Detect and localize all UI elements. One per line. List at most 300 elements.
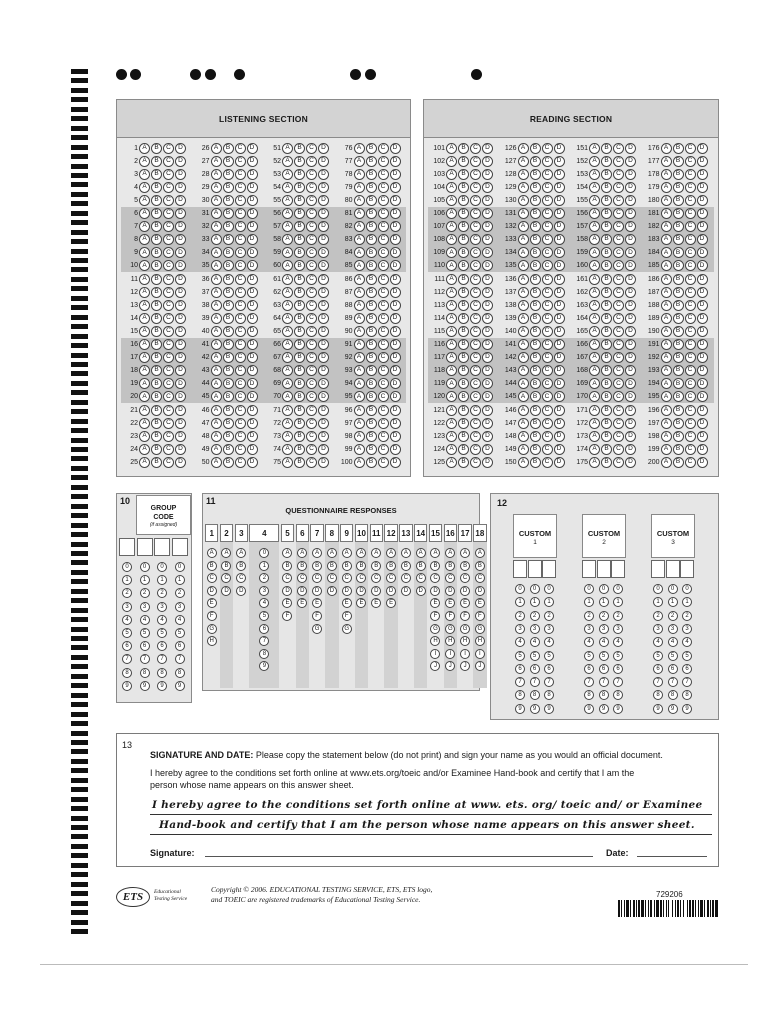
write-in-box[interactable] [513,560,527,578]
answer-bubble[interactable]: B [366,208,377,219]
answer-bubble[interactable]: D [390,391,401,402]
answer-bubble[interactable]: B [223,260,234,271]
answer-bubble[interactable]: D [318,208,329,219]
answer-bubble[interactable]: A [589,182,600,193]
digit-bubble[interactable]: 8 [175,668,185,678]
answer-bubble[interactable]: D [390,234,401,245]
answer-bubble[interactable]: A [661,418,672,429]
answer-bubble[interactable]: A [518,182,529,193]
answer-bubble[interactable]: B [601,405,612,416]
answer-bubble[interactable]: A [446,418,457,429]
answer-bubble[interactable]: B [458,260,469,271]
digit-bubble[interactable]: 2 [122,588,132,598]
answer-bubble[interactable]: B [151,352,162,363]
answer-bubble[interactable]: A [282,339,293,350]
answer-bubble[interactable]: C [542,444,553,455]
answer-bubble[interactable]: A [661,326,672,337]
digit-bubble[interactable]: 6 [544,664,554,674]
answer-bubble[interactable]: A [661,156,672,167]
answer-bubble[interactable]: D [390,247,401,258]
answer-bubble[interactable]: C [235,313,246,324]
answer-bubble[interactable]: C [613,208,624,219]
digit-bubble[interactable]: 3 [544,624,554,634]
answer-bubble[interactable]: B [223,431,234,442]
answer-bubble[interactable]: C [306,274,317,285]
answer-bubble[interactable]: D [247,247,258,258]
digit-bubble[interactable]: 0 [668,584,678,594]
answer-bubble[interactable]: C [235,365,246,376]
answer-bubble[interactable]: A [589,365,600,376]
answer-bubble[interactable]: C [235,300,246,311]
response-bubble[interactable]: B [401,561,411,571]
answer-bubble[interactable]: C [613,418,624,429]
answer-bubble[interactable]: A [139,208,150,219]
answer-bubble[interactable]: D [625,182,636,193]
answer-bubble[interactable]: B [294,169,305,180]
answer-bubble[interactable]: D [318,247,329,258]
response-bubble[interactable]: A [282,548,292,558]
answer-bubble[interactable]: A [282,313,293,324]
answer-bubble[interactable]: A [211,405,222,416]
answer-bubble[interactable]: A [354,405,365,416]
answer-bubble[interactable]: A [446,208,457,219]
answer-bubble[interactable]: D [175,287,186,298]
answer-bubble[interactable]: C [378,352,389,363]
answer-bubble[interactable]: C [306,195,317,206]
digit-bubble[interactable]: 1 [175,575,185,585]
answer-bubble[interactable]: C [613,260,624,271]
answer-bubble[interactable]: C [470,431,481,442]
answer-bubble[interactable]: A [139,365,150,376]
answer-bubble[interactable]: C [378,156,389,167]
digit-bubble[interactable]: 6 [530,664,540,674]
answer-bubble[interactable]: D [175,195,186,206]
response-bubble[interactable]: E [356,598,366,608]
answer-bubble[interactable]: A [589,287,600,298]
digit-bubble[interactable]: 5 [175,628,185,638]
answer-bubble[interactable]: D [390,339,401,350]
answer-bubble[interactable]: A [446,156,457,167]
answer-bubble[interactable]: B [673,444,684,455]
answer-bubble[interactable]: B [294,156,305,167]
answer-bubble[interactable]: D [482,221,493,232]
digit-bubble[interactable]: 1 [682,597,692,607]
answer-bubble[interactable]: A [211,365,222,376]
response-bubble[interactable]: A [401,548,411,558]
answer-bubble[interactable]: D [625,391,636,402]
answer-bubble[interactable]: B [294,457,305,468]
response-bubble[interactable]: D [236,586,246,596]
answer-bubble[interactable]: B [530,457,541,468]
answer-bubble[interactable]: C [235,169,246,180]
answer-bubble[interactable]: B [151,221,162,232]
answer-bubble[interactable]: C [306,418,317,429]
response-bubble[interactable]: F [207,611,217,621]
response-bubble[interactable]: D [445,586,455,596]
answer-bubble[interactable]: D [482,431,493,442]
response-bubble[interactable]: B [460,561,470,571]
answer-bubble[interactable]: C [685,431,696,442]
answer-bubble[interactable]: C [685,156,696,167]
answer-bubble[interactable]: A [518,274,529,285]
answer-bubble[interactable]: D [697,247,708,258]
answer-bubble[interactable]: D [697,287,708,298]
answer-bubble[interactable]: D [625,287,636,298]
answer-bubble[interactable]: D [625,208,636,219]
answer-bubble[interactable]: A [211,431,222,442]
answer-bubble[interactable]: B [366,457,377,468]
answer-bubble[interactable]: B [151,287,162,298]
answer-bubble[interactable]: D [175,156,186,167]
digit-bubble[interactable]: 3 [530,624,540,634]
answer-bubble[interactable]: C [306,457,317,468]
digit-bubble[interactable]: 1 [653,597,663,607]
answer-bubble[interactable]: A [211,391,222,402]
answer-bubble[interactable]: A [518,208,529,219]
answer-bubble[interactable]: C [378,260,389,271]
response-bubble[interactable]: H [475,636,485,646]
answer-bubble[interactable]: C [542,326,553,337]
answer-bubble[interactable]: A [446,169,457,180]
answer-bubble[interactable]: B [151,208,162,219]
answer-bubble[interactable]: B [366,444,377,455]
digit-bubble[interactable]: 2 [584,611,594,621]
answer-bubble[interactable]: D [247,326,258,337]
response-bubble[interactable]: D [475,586,485,596]
answer-bubble[interactable]: A [211,143,222,154]
answer-bubble[interactable]: D [625,339,636,350]
answer-bubble[interactable]: A [354,431,365,442]
answer-bubble[interactable]: B [151,274,162,285]
answer-bubble[interactable]: B [673,457,684,468]
answer-bubble[interactable]: C [235,287,246,298]
answer-bubble[interactable]: C [163,391,174,402]
answer-bubble[interactable]: B [673,313,684,324]
answer-bubble[interactable]: B [601,169,612,180]
write-in-box[interactable] [582,560,596,578]
answer-bubble[interactable]: C [235,326,246,337]
answer-bubble[interactable]: A [661,431,672,442]
response-bubble[interactable]: D [327,586,337,596]
digit-bubble[interactable]: 5 [584,651,594,661]
answer-bubble[interactable]: A [661,260,672,271]
answer-bubble[interactable]: B [673,169,684,180]
response-bubble[interactable]: B [416,561,426,571]
answer-bubble[interactable]: D [554,339,565,350]
answer-bubble[interactable]: A [282,326,293,337]
answer-bubble[interactable]: B [601,339,612,350]
answer-bubble[interactable]: D [554,405,565,416]
response-bubble[interactable]: A [430,548,440,558]
answer-bubble[interactable]: B [366,221,377,232]
answer-bubble[interactable]: A [446,143,457,154]
response-bubble[interactable]: B [342,561,352,571]
digit-bubble[interactable]: 9 [599,704,609,714]
answer-bubble[interactable]: C [542,431,553,442]
answer-bubble[interactable]: D [247,313,258,324]
write-in-box[interactable] [651,560,665,578]
answer-bubble[interactable]: B [458,300,469,311]
answer-bubble[interactable]: C [470,326,481,337]
answer-bubble[interactable]: C [163,143,174,154]
answer-bubble[interactable]: B [294,182,305,193]
answer-bubble[interactable]: A [661,208,672,219]
answer-bubble[interactable]: C [235,234,246,245]
digit-bubble[interactable]: 0 [157,562,167,572]
answer-bubble[interactable]: D [554,143,565,154]
answer-bubble[interactable]: B [458,156,469,167]
response-bubble[interactable]: I [430,649,440,659]
answer-bubble[interactable]: A [661,457,672,468]
answer-bubble[interactable]: C [163,208,174,219]
answer-bubble[interactable]: B [601,182,612,193]
answer-bubble[interactable]: A [211,418,222,429]
answer-bubble[interactable]: D [390,313,401,324]
response-bubble[interactable]: A [327,548,337,558]
answer-bubble[interactable]: A [518,234,529,245]
answer-bubble[interactable]: D [625,444,636,455]
answer-bubble[interactable]: D [175,391,186,402]
response-bubble[interactable]: B [327,561,337,571]
response-bubble[interactable]: I [445,649,455,659]
answer-bubble[interactable]: C [613,182,624,193]
answer-bubble[interactable]: D [247,143,258,154]
digit-bubble[interactable]: 8 [668,690,678,700]
answer-bubble[interactable]: B [366,143,377,154]
answer-bubble[interactable]: B [530,365,541,376]
digit-bubble[interactable]: 0 [682,584,692,594]
answer-bubble[interactable]: A [518,300,529,311]
digit-bubble[interactable]: 3 [653,624,663,634]
response-bubble[interactable]: I [460,649,470,659]
answer-bubble[interactable]: D [554,287,565,298]
write-in-box[interactable] [119,538,135,556]
answer-bubble[interactable]: D [625,457,636,468]
answer-bubble[interactable]: C [163,457,174,468]
answer-bubble[interactable]: A [518,313,529,324]
answer-bubble[interactable]: A [282,352,293,363]
answer-bubble[interactable]: C [542,457,553,468]
answer-bubble[interactable]: D [482,208,493,219]
answer-bubble[interactable]: B [294,221,305,232]
answer-bubble[interactable]: D [390,287,401,298]
response-bubble[interactable]: D [342,586,352,596]
answer-bubble[interactable]: A [518,339,529,350]
answer-bubble[interactable]: A [589,143,600,154]
answer-bubble[interactable]: D [625,156,636,167]
answer-bubble[interactable]: D [697,378,708,389]
answer-bubble[interactable]: C [470,234,481,245]
digit-bubble[interactable]: 3 [515,624,525,634]
answer-bubble[interactable]: B [366,195,377,206]
digit-bubble[interactable]: 9 [530,704,540,714]
answer-bubble[interactable]: A [282,208,293,219]
answer-bubble[interactable]: A [211,300,222,311]
answer-bubble[interactable]: B [458,457,469,468]
answer-bubble[interactable]: B [223,339,234,350]
answer-bubble[interactable]: C [542,339,553,350]
answer-bubble[interactable]: B [601,143,612,154]
answer-bubble[interactable]: A [282,274,293,285]
response-bubble[interactable]: C [371,573,381,583]
answer-bubble[interactable]: A [518,326,529,337]
date-line[interactable] [637,856,707,857]
answer-bubble[interactable]: C [163,431,174,442]
answer-bubble[interactable]: A [139,143,150,154]
answer-bubble[interactable]: D [697,143,708,154]
answer-bubble[interactable]: D [175,143,186,154]
response-bubble[interactable]: 5 [259,611,269,621]
answer-bubble[interactable]: C [235,431,246,442]
answer-bubble[interactable]: D [247,365,258,376]
answer-bubble[interactable]: A [446,313,457,324]
answer-bubble[interactable]: B [530,405,541,416]
answer-bubble[interactable]: A [446,339,457,350]
answer-bubble[interactable]: B [673,143,684,154]
answer-bubble[interactable]: A [446,444,457,455]
answer-bubble[interactable]: D [175,260,186,271]
write-in-box[interactable] [137,538,153,556]
answer-bubble[interactable]: C [306,365,317,376]
answer-bubble[interactable]: D [318,365,329,376]
answer-bubble[interactable]: D [554,326,565,337]
answer-bubble[interactable]: C [470,339,481,350]
digit-bubble[interactable]: 3 [140,602,150,612]
answer-bubble[interactable]: A [211,221,222,232]
answer-bubble[interactable]: B [601,391,612,402]
answer-bubble[interactable]: A [354,444,365,455]
answer-bubble[interactable]: C [613,457,624,468]
answer-bubble[interactable]: D [482,444,493,455]
answer-bubble[interactable]: A [139,339,150,350]
answer-bubble[interactable]: B [294,287,305,298]
response-bubble[interactable]: C [282,573,292,583]
answer-bubble[interactable]: A [661,378,672,389]
answer-bubble[interactable]: C [542,247,553,258]
answer-bubble[interactable]: A [446,378,457,389]
answer-bubble[interactable]: B [458,326,469,337]
digit-bubble[interactable]: 5 [515,651,525,661]
answer-bubble[interactable]: D [625,195,636,206]
response-bubble[interactable]: C [236,573,246,583]
answer-bubble[interactable]: D [175,431,186,442]
answer-bubble[interactable]: B [223,313,234,324]
answer-bubble[interactable]: B [530,352,541,363]
answer-bubble[interactable]: D [482,326,493,337]
answer-bubble[interactable]: D [175,247,186,258]
answer-bubble[interactable]: D [318,156,329,167]
answer-bubble[interactable]: A [354,208,365,219]
answer-bubble[interactable]: B [294,352,305,363]
answer-bubble[interactable]: A [354,260,365,271]
answer-bubble[interactable]: D [390,431,401,442]
answer-bubble[interactable]: C [613,300,624,311]
answer-bubble[interactable]: C [685,234,696,245]
answer-bubble[interactable]: B [366,247,377,258]
response-bubble[interactable]: G [430,624,440,634]
answer-bubble[interactable]: D [390,208,401,219]
digit-bubble[interactable]: 9 [653,704,663,714]
answer-bubble[interactable]: B [151,418,162,429]
answer-bubble[interactable]: C [685,287,696,298]
answer-bubble[interactable]: D [554,444,565,455]
answer-bubble[interactable]: B [294,365,305,376]
response-bubble[interactable]: F [460,611,470,621]
digit-bubble[interactable]: 7 [157,654,167,664]
response-bubble[interactable]: G [445,624,455,634]
response-bubble[interactable]: A [297,548,307,558]
answer-bubble[interactable]: A [446,247,457,258]
response-bubble[interactable]: H [430,636,440,646]
answer-bubble[interactable]: D [318,339,329,350]
answer-bubble[interactable]: B [223,300,234,311]
answer-bubble[interactable]: A [354,247,365,258]
digit-bubble[interactable]: 4 [515,637,525,647]
digit-bubble[interactable]: 4 [682,637,692,647]
digit-bubble[interactable]: 4 [613,637,623,647]
answer-bubble[interactable]: B [601,313,612,324]
answer-bubble[interactable]: B [223,156,234,167]
answer-bubble[interactable]: C [613,365,624,376]
answer-bubble[interactable]: C [306,405,317,416]
answer-bubble[interactable]: D [697,300,708,311]
digit-bubble[interactable]: 1 [599,597,609,607]
answer-bubble[interactable]: C [378,339,389,350]
answer-bubble[interactable]: D [482,391,493,402]
digit-bubble[interactable]: 3 [613,624,623,634]
digit-bubble[interactable]: 5 [682,651,692,661]
answer-bubble[interactable]: C [306,391,317,402]
answer-bubble[interactable]: C [470,208,481,219]
answer-bubble[interactable]: A [354,156,365,167]
answer-bubble[interactable]: B [601,431,612,442]
answer-bubble[interactable]: C [378,182,389,193]
answer-bubble[interactable]: B [530,287,541,298]
answer-bubble[interactable]: D [175,444,186,455]
answer-bubble[interactable]: C [163,247,174,258]
answer-bubble[interactable]: A [518,169,529,180]
answer-bubble[interactable]: C [378,313,389,324]
answer-bubble[interactable]: D [247,352,258,363]
digit-bubble[interactable]: 8 [584,690,594,700]
response-bubble[interactable]: D [356,586,366,596]
response-bubble[interactable]: A [236,548,246,558]
response-bubble[interactable]: A [207,548,217,558]
answer-bubble[interactable]: C [685,444,696,455]
answer-bubble[interactable]: A [211,208,222,219]
answer-bubble[interactable]: D [318,378,329,389]
response-bubble[interactable]: D [416,586,426,596]
answer-bubble[interactable]: C [306,287,317,298]
answer-bubble[interactable]: B [223,391,234,402]
answer-bubble[interactable]: C [542,418,553,429]
response-bubble[interactable]: A [386,548,396,558]
answer-bubble[interactable]: C [235,247,246,258]
digit-bubble[interactable]: 9 [140,681,150,691]
digit-bubble[interactable]: 8 [682,690,692,700]
digit-bubble[interactable]: 6 [175,641,185,651]
digit-bubble[interactable]: 8 [515,690,525,700]
answer-bubble[interactable]: B [673,247,684,258]
answer-bubble[interactable]: B [673,234,684,245]
answer-bubble[interactable]: C [685,169,696,180]
response-bubble[interactable]: B [430,561,440,571]
answer-bubble[interactable]: D [390,182,401,193]
answer-bubble[interactable]: A [661,444,672,455]
answer-bubble[interactable]: A [661,221,672,232]
answer-bubble[interactable]: D [247,378,258,389]
answer-bubble[interactable]: C [378,326,389,337]
